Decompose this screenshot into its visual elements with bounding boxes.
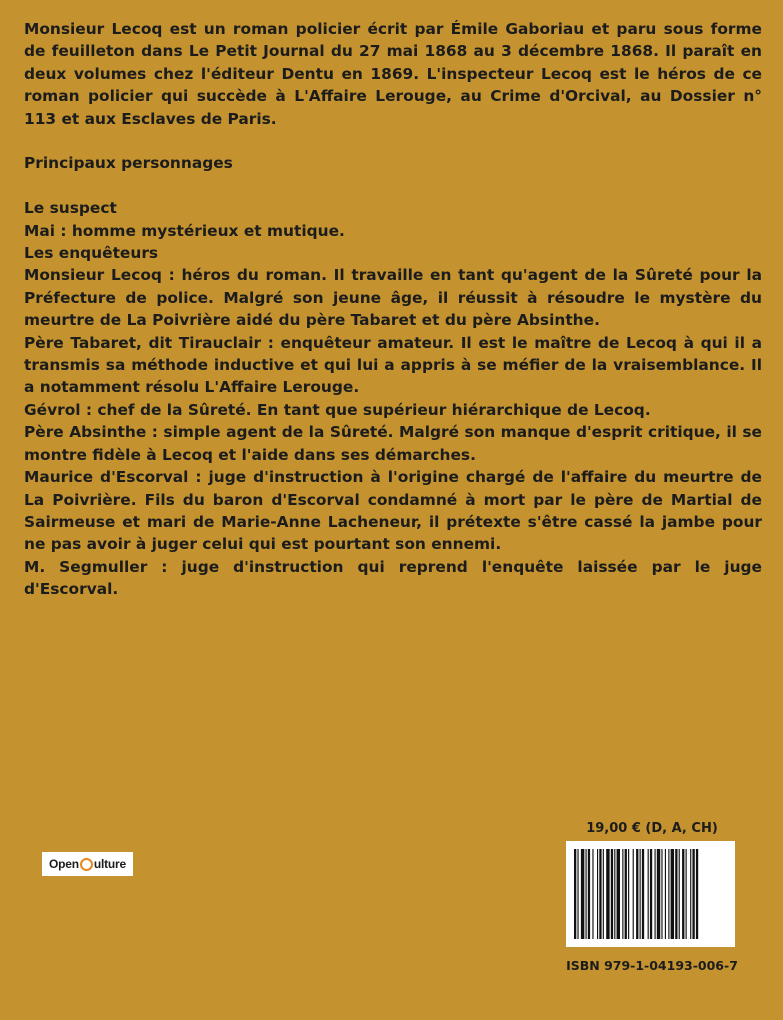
character-gevrol: Gévrol : chef de la Sûreté. En tant que supérieur hiérarchique de Lecoq. xyxy=(24,400,651,419)
barcode-bar xyxy=(668,849,669,939)
barcode-bar xyxy=(592,849,593,939)
barcode-bar xyxy=(625,849,627,939)
back-cover-text xyxy=(24,18,762,601)
barcode xyxy=(566,841,735,947)
barcode-bar xyxy=(642,849,644,939)
spacer xyxy=(24,175,762,197)
price-label: 19,00 € (D, A, CH) xyxy=(586,821,718,836)
barcode-bar xyxy=(679,849,680,939)
isbn-label: ISBN 979-1-04193-006-7 xyxy=(566,958,738,973)
logo-text-ulture: ulture xyxy=(93,857,126,871)
barcode-bar xyxy=(599,849,601,939)
logo-text-open: Open xyxy=(48,857,79,871)
barcode-bar xyxy=(628,849,629,939)
logo-c-mark-icon xyxy=(80,858,93,871)
intro-paragraph: Monsieur Lecoq est un roman policier écrit par Émile Gaboriau et paru sous forme de feuilleton dans Le Petit Journal du 27 mai 1868 au 3 décembre 1868. Il paraît en deux volumes chez l'éditeur Dentu en 1869. L'inspecteur Lecoq est le héros de ce roman policier qui succède à L'Affaire Lerouge, au Crime d'Orcival, au Dossier n° 113 et aux Esclaves de Paris. xyxy=(24,20,762,128)
barcode-bar xyxy=(675,849,677,939)
barcode-bar xyxy=(617,849,620,939)
barcode-bar xyxy=(636,849,638,939)
barcode-bar xyxy=(692,849,694,939)
barcode-bar xyxy=(611,849,613,939)
barcode-bar xyxy=(597,849,598,939)
barcode-bar xyxy=(648,849,649,939)
character-escorval: Maurice d'Escorval : juge d'instruction à l'origine chargé de l'affaire du meurtre de La Poivrière. Fils du baron d'Escorval condamné à mort par le père de Martial de Sairmeuse et mari de Marie-Anne Lacheneur, il prétexte s'être cassé la jambe pour ne pas avoir à juger celui qui est pourtant son ennemi. xyxy=(24,468,762,554)
section-heading: Principaux personnages xyxy=(24,154,233,173)
barcode-bar xyxy=(581,849,584,939)
character-absinthe: Père Absinthe : simple agent de la Sûreté. Malgré son manque d'esprit critique, il se montre fidèle à Lecoq et l'aide dans ses démarches. xyxy=(24,423,762,464)
barcode-bar xyxy=(603,849,604,939)
barcode-bar xyxy=(682,849,684,939)
barcode-bars-icon xyxy=(572,849,729,939)
barcode-bar xyxy=(574,849,576,939)
barcode-bar xyxy=(686,849,687,939)
character-segmuller: M. Segmuller : juge d'instruction qui reprend l'enquête laissée par le juge d'Escorval. xyxy=(24,557,762,599)
investigators-heading: Les enquêteurs xyxy=(24,244,159,263)
barcode-bar xyxy=(650,849,652,939)
barcode-bar xyxy=(640,849,641,939)
barcode-bar xyxy=(614,849,615,939)
barcode-bar xyxy=(586,849,587,939)
character-lecoq: Monsieur Lecoq : héros du roman. Il travaille en tant qu'agent de la Sûreté pour la Préfecture de police. Malgré son jeune âge, il réussit à résoudre le mystère du meurtre de La Poivrière aidé du père Tabaret et du père Absinthe. xyxy=(24,266,762,330)
barcode-bar xyxy=(661,849,662,939)
barcode-bar xyxy=(606,849,609,939)
barcode-bar xyxy=(671,849,674,939)
spacer xyxy=(24,130,762,152)
barcode-bar xyxy=(696,849,698,939)
character-tabaret: Père Tabaret, dit Tirauclair : enquêteur amateur. Il est le maître de Lecoq à qui il a transmis sa méthode inductive et qui lui a appris à se méfier de la vraisemblance. Il a notamment résolu L'Affaire Lerouge. xyxy=(24,333,762,397)
character-mai: Mai : homme mystérieux et mutique. xyxy=(24,221,345,240)
suspect-heading: Le suspect xyxy=(24,199,117,218)
barcode-bar xyxy=(577,849,578,939)
barcode-bar xyxy=(690,849,691,939)
openculture-logo xyxy=(42,852,133,876)
barcode-bar xyxy=(633,849,634,939)
barcode-bar xyxy=(588,849,590,939)
barcode-bar xyxy=(665,849,666,939)
barcode-bar xyxy=(655,849,656,939)
barcode-bar xyxy=(657,849,660,939)
barcode-bar xyxy=(622,849,623,939)
